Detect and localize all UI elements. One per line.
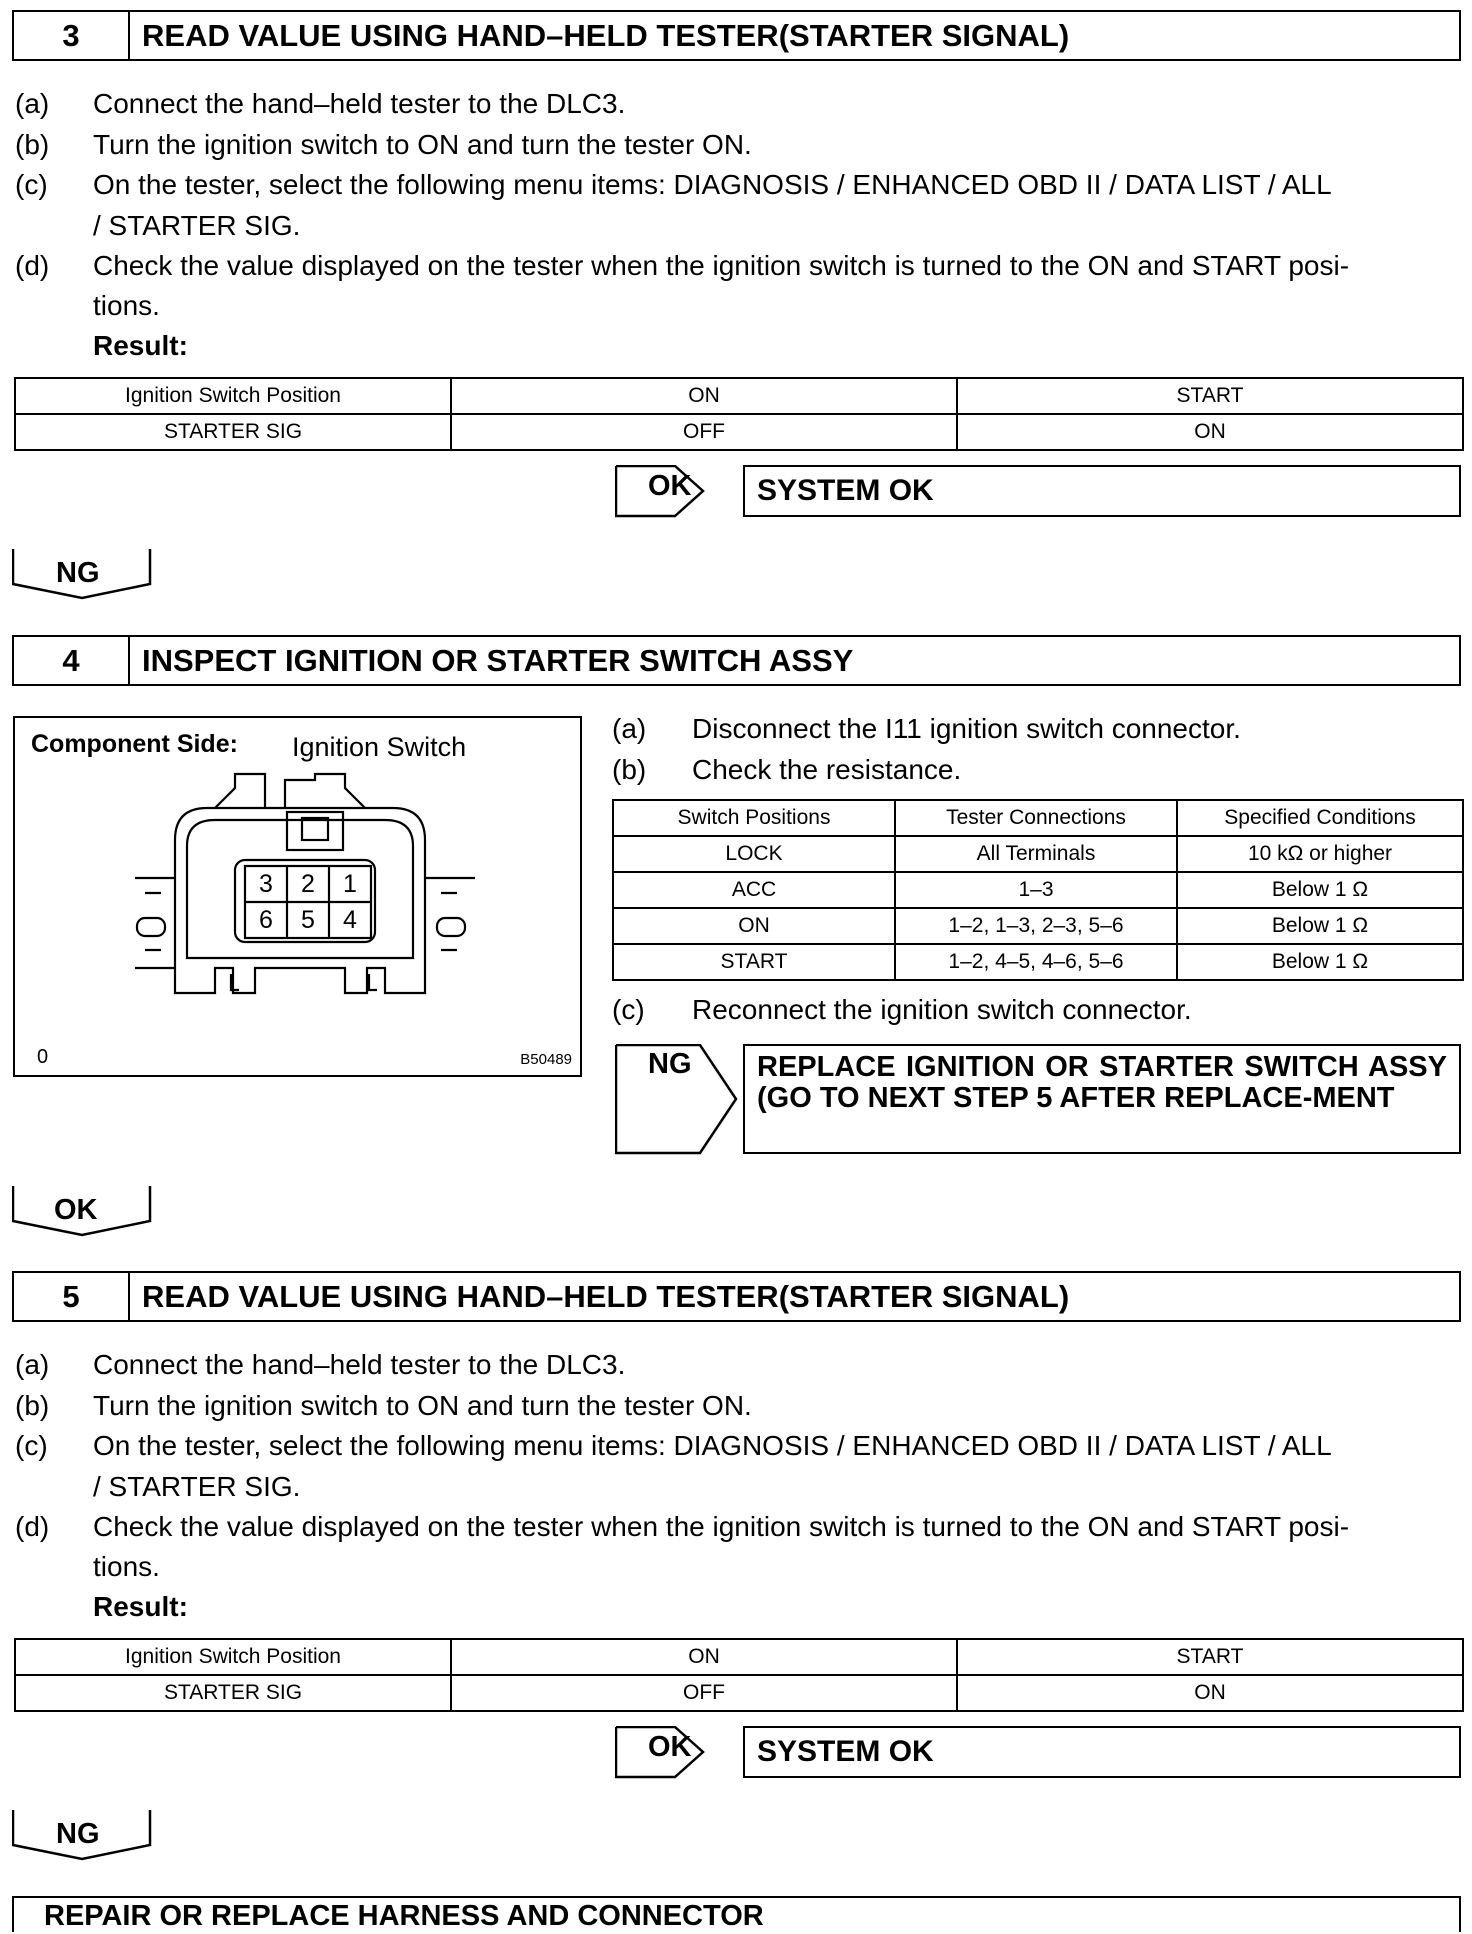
table-cell: Below 1 Ω: [1177, 872, 1463, 908]
table-cell: 10 kΩ or higher: [1177, 836, 1463, 872]
item-text: Check the resistance.: [692, 754, 962, 785]
item-text: Disconnect the I11 ignition switch connector.: [692, 713, 1241, 744]
table-cell: Specified Conditions: [1177, 800, 1463, 836]
table-cell: ON: [613, 908, 895, 944]
table-row: [613, 944, 1463, 980]
table-cell: Switch Positions: [613, 800, 895, 836]
item-label: (b): [15, 1390, 50, 1421]
table-row: [15, 1639, 1463, 1675]
table-cell: Ignition Switch Position: [15, 1639, 451, 1675]
item-text-continued: / STARTER SIG.: [93, 210, 301, 241]
item-text-continued: / STARTER SIG.: [93, 1471, 301, 1502]
table-cell: ON: [957, 1675, 1463, 1711]
pin-label: 3: [259, 870, 273, 898]
step-number: 5: [14, 1273, 130, 1320]
ok-label: OK: [648, 1731, 692, 1763]
table-cell: Below 1 Ω: [1177, 944, 1463, 980]
step-number: 4: [14, 637, 130, 684]
item-text: Connect the hand–held tester to the DLC3.: [93, 1349, 626, 1380]
ng-label: NG: [56, 1818, 100, 1850]
result-table: [14, 377, 1464, 451]
table-cell: OFF: [451, 1675, 957, 1711]
item-text: Check the value displayed on the tester when the ignition switch is turned to the ON and START posi-: [93, 1511, 1350, 1542]
item-label: (d): [15, 250, 50, 281]
table-cell: STARTER SIG: [15, 414, 451, 450]
table-cell: ACC: [613, 872, 895, 908]
table-cell: 1–3: [895, 872, 1177, 908]
table-cell: Tester Connections: [895, 800, 1177, 836]
system-ok-text: SYSTEM OK: [757, 1735, 934, 1768]
table-row: [15, 378, 1463, 414]
item-text: Turn the ignition switch to ON and turn the tester ON.: [93, 129, 752, 160]
resistance-table: [612, 799, 1464, 981]
table-cell: OFF: [451, 414, 957, 450]
item-text: On the tester, select the following menu items: DIAGNOSIS / ENHANCED OBD II / DATA LIST / ALL: [93, 169, 1332, 200]
item-text-continued: tions.: [93, 1551, 160, 1582]
step-title: READ VALUE USING HAND–HELD TESTER(STARTER SIGNAL): [142, 1278, 1070, 1314]
table-cell: LOCK: [613, 836, 895, 872]
figure-caption: Ignition Switch: [292, 732, 467, 762]
table-row: [613, 908, 1463, 944]
step-3-header: [12, 10, 1461, 61]
ok-label: OK: [648, 470, 692, 502]
item-text: Connect the hand–held tester to the DLC3.: [93, 88, 626, 119]
table-cell: ON: [451, 378, 957, 414]
item-label: (c): [15, 1430, 48, 1461]
step-title: READ VALUE USING HAND–HELD TESTER(STARTER SIGNAL): [142, 17, 1070, 53]
system-ok-box: [743, 465, 1461, 517]
step-5-header: [12, 1271, 1461, 1322]
table-cell: START: [957, 1639, 1463, 1675]
item-label: (c): [612, 994, 645, 1025]
connector-figure: [13, 716, 582, 1077]
final-action-box: [12, 1896, 1461, 1932]
item-text: Turn the ignition switch to ON and turn the tester ON.: [93, 1390, 752, 1421]
item-label: (a): [15, 88, 50, 119]
table-cell: START: [613, 944, 895, 980]
pin-label: 6: [259, 906, 273, 934]
pin-label: 2: [301, 870, 315, 898]
table-cell: ON: [451, 1639, 957, 1675]
pin-label: 1: [343, 870, 357, 898]
item-label: (c): [15, 169, 48, 200]
item-label: (b): [612, 754, 647, 785]
table-cell: START: [957, 378, 1463, 414]
system-ok-text: SYSTEM OK: [757, 474, 934, 507]
item-text: Check the value displayed on the tester when the ignition switch is turned to the ON and START posi-: [93, 250, 1350, 281]
figure-caption-bold: Component Side:: [31, 730, 238, 758]
figure-corner-label: 0: [37, 1046, 49, 1068]
item-text: Reconnect the ignition switch connector.: [692, 994, 1192, 1025]
table-row: [613, 800, 1463, 836]
table-cell: 1–2, 4–5, 4–6, 5–6: [895, 944, 1177, 980]
ok-label: OK: [54, 1194, 98, 1226]
result-label: Result:: [93, 1591, 188, 1622]
step-4-header: [12, 635, 1461, 686]
item-label: (a): [612, 713, 647, 744]
table-cell: Below 1 Ω: [1177, 908, 1463, 944]
table-row: [15, 414, 1463, 450]
table-cell: Ignition Switch Position: [15, 378, 451, 414]
item-text-continued: tions.: [93, 290, 160, 321]
table-row: [15, 1675, 1463, 1711]
pin-label: 4: [343, 906, 357, 934]
table-cell: STARTER SIG: [15, 1675, 451, 1711]
item-label: (a): [15, 1349, 50, 1380]
table-cell: ON: [957, 414, 1463, 450]
item-text: On the tester, select the following menu items: DIAGNOSIS / ENHANCED OBD II / DATA LIST / ALL: [93, 1430, 1332, 1461]
system-ok-box: [743, 1726, 1461, 1778]
figure-id: B50489: [520, 1051, 572, 1068]
item-label: (d): [15, 1511, 50, 1542]
step-number: 3: [14, 12, 130, 59]
table-row: [613, 836, 1463, 872]
table-row: [613, 872, 1463, 908]
final-action-text: REPAIR OR REPLACE HARNESS AND CONNECTOR: [44, 1900, 764, 1932]
table-cell: All Terminals: [895, 836, 1177, 872]
table-cell: 1–2, 1–3, 2–3, 5–6: [895, 908, 1177, 944]
result-table: [14, 1638, 1464, 1712]
result-label: Result:: [93, 330, 188, 361]
ng-label: NG: [648, 1048, 692, 1080]
step-title: INSPECT IGNITION OR STARTER SWITCH ASSY: [142, 642, 854, 678]
item-label: (b): [15, 129, 50, 160]
ng-label: NG: [56, 557, 100, 589]
replace-switch-box: REPLACE IGNITION OR STARTER SWITCH ASSY (GO TO NEXT STEP 5 AFTER REPLACE-MENT: [743, 1044, 1461, 1154]
pin-label: 5: [301, 906, 315, 934]
